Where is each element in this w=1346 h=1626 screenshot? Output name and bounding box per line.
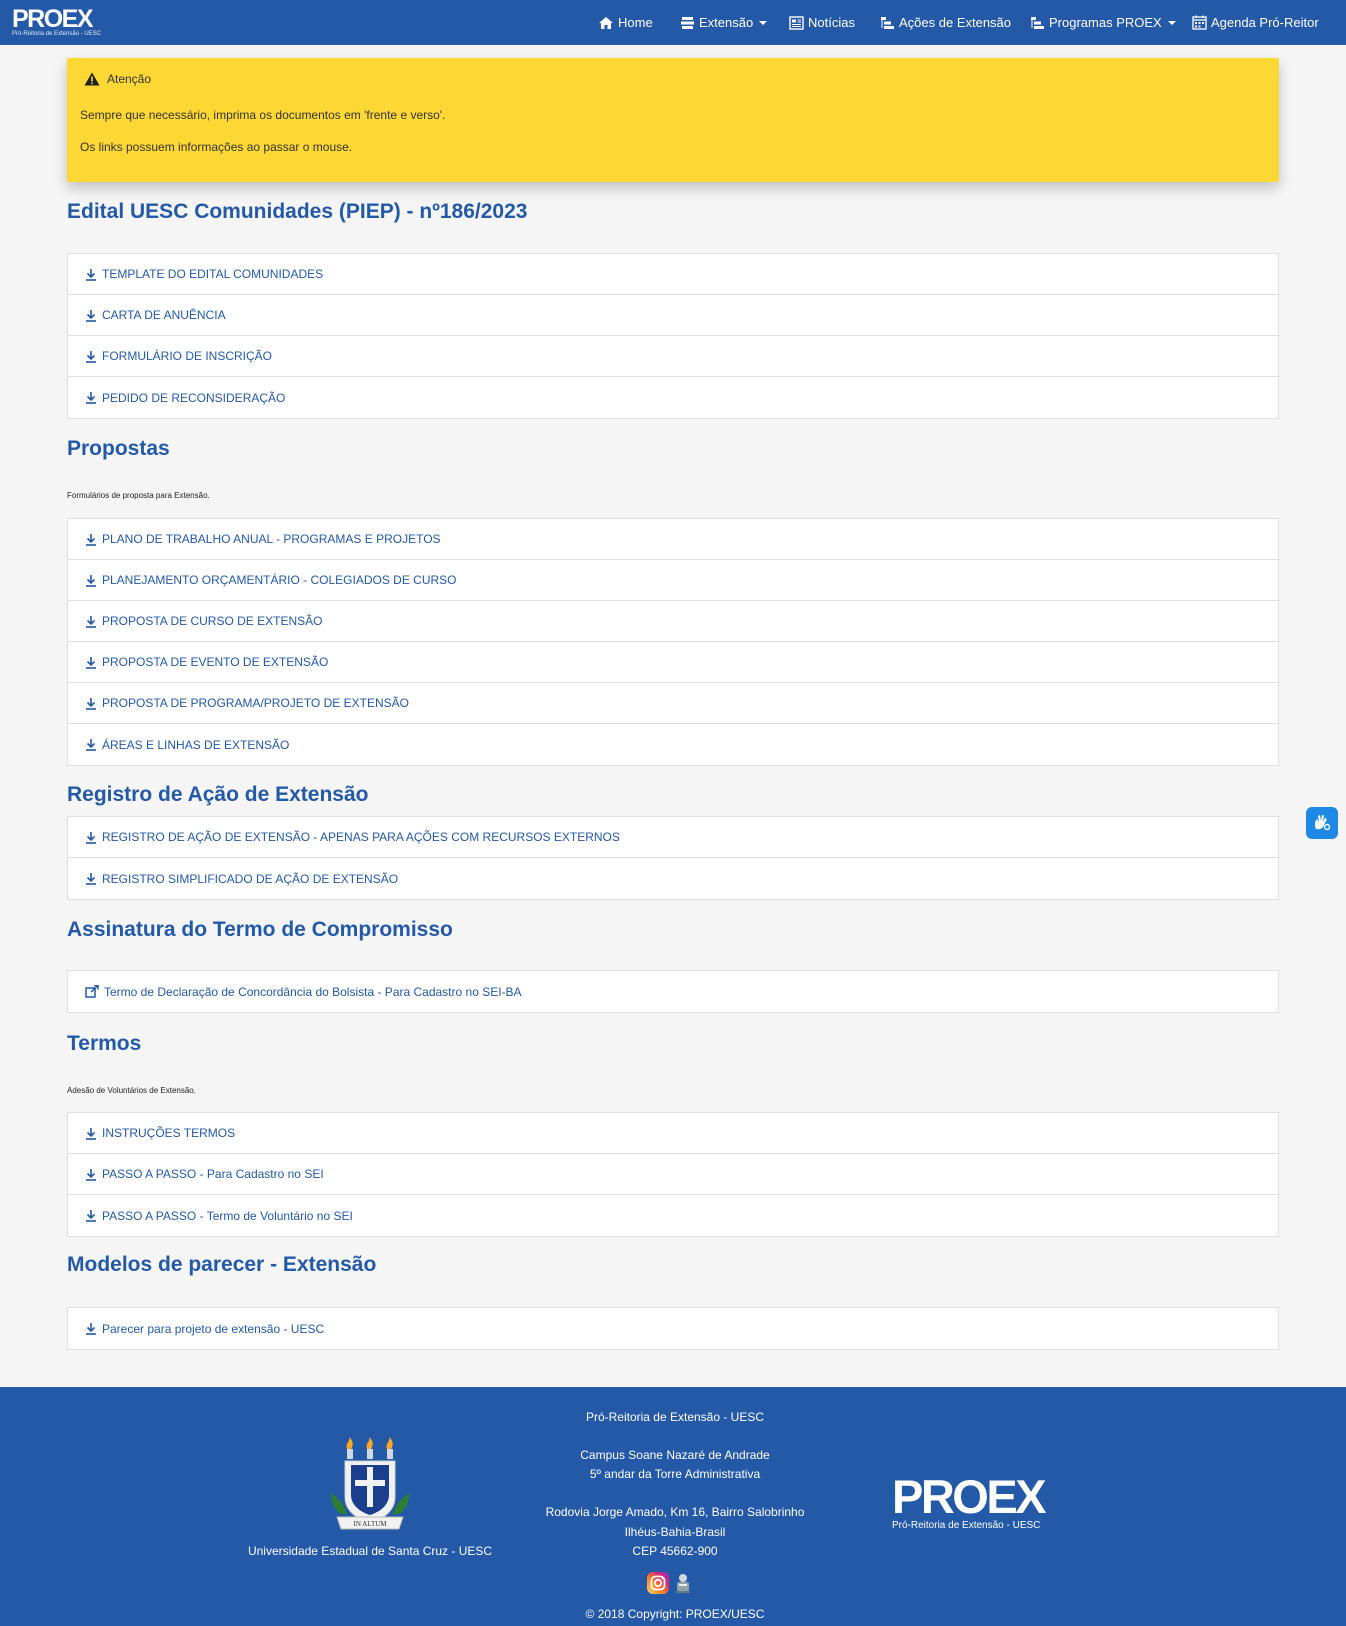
- footer-copyright: © 2018 Copyright: PROEX/UESC: [585, 1607, 765, 1621]
- footer-city: Ilhéus-Bahia-Brasil: [624, 1525, 726, 1539]
- download-link-label: FORMULÁRIO DE INSCRIÇÃO: [102, 349, 273, 363]
- section-title-edital: Edital UESC Comunidades (PIEP) - nº186/2023: [67, 200, 528, 223]
- download-icon: [85, 350, 97, 363]
- sitemap-icon: [1030, 16, 1045, 30]
- download-link[interactable]: [68, 1154, 1278, 1195]
- university-name: Universidade Estadual de Santa Cruz - UESC: [247, 1544, 493, 1558]
- download-link[interactable]: [68, 295, 1278, 336]
- download-link[interactable]: [68, 601, 1278, 642]
- nav-noticias[interactable]: [789, 0, 855, 45]
- download-link-label: REGISTRO SIMPLIFICADO DE AÇÃO DE EXTENSÃO: [102, 871, 399, 886]
- sign-language-hands-icon: [1312, 813, 1332, 833]
- crest-motto: IN ALTUM: [353, 1520, 387, 1528]
- alert-title-text: Atenção: [107, 72, 152, 86]
- download-link[interactable]: [68, 336, 1278, 377]
- download-icon: [85, 656, 97, 669]
- brand-name: PROEX: [12, 5, 93, 33]
- download-link[interactable]: [68, 817, 1278, 858]
- download-link-label: PLANEJAMENTO ORÇAMENTÁRIO - COLEGIADOS DE CURSO: [102, 573, 457, 587]
- proex-footer-logo: [892, 1470, 1062, 1533]
- warning-icon: [84, 72, 100, 86]
- brand-subtitle: Pró-Reitoria de Extensão - UESC: [12, 31, 102, 37]
- download-link-label: Parecer para projeto de extensão - UESC: [102, 1321, 325, 1336]
- sitemap-icon: [880, 16, 895, 30]
- uesc-crest-logo: [325, 1435, 415, 1533]
- list-termos: [67, 1112, 1279, 1237]
- download-link-label: PLANO DE TRABALHO ANUAL - PROGRAMAS E PROJETOS: [102, 532, 441, 546]
- uesc-mascot-icon[interactable]: [673, 1572, 693, 1599]
- newspaper-icon: [789, 16, 804, 30]
- footer-floor: 5º andar da Torre Administrativa: [589, 1467, 761, 1481]
- book-stack-icon: [680, 16, 695, 30]
- alert-title: [84, 72, 151, 86]
- attention-alert: [67, 58, 1279, 182]
- external-link-icon: [85, 985, 99, 998]
- footer-address: Rodovia Jorge Amado, Km 16, Bairro Salobrinho: [545, 1505, 805, 1519]
- section-title-propostas: Propostas: [67, 437, 170, 460]
- download-link-label: PEDIDO DE RECONSIDERAÇÃO: [102, 390, 286, 405]
- download-link-label: PROPOSTA DE PROGRAMA/PROJETO DE EXTENSÃO: [102, 696, 409, 710]
- sign-language-accessibility-button[interactable]: [1306, 807, 1338, 839]
- nav-home[interactable]: [598, 0, 653, 45]
- nav-programas-proex[interactable]: [1030, 0, 1176, 45]
- download-icon: [85, 533, 97, 546]
- download-icon: [85, 615, 97, 628]
- list-propostas: [67, 518, 1279, 766]
- brand-logo[interactable]: [12, 5, 102, 39]
- download-link-label: INSTRUÇÕES TERMOS: [102, 1126, 236, 1140]
- download-icon: [85, 574, 97, 587]
- proex-footer-logo-subtitle: Pró-Reitoria de Extensão - UESC: [892, 1520, 1041, 1531]
- section-desc-propostas: Formulários de proposta para Extensão.: [67, 491, 210, 500]
- download-link[interactable]: [68, 1308, 1278, 1349]
- proex-footer-logo-word: PROEX: [892, 1470, 1045, 1523]
- footer-campus: Campus Soane Nazaré de Andrade: [580, 1448, 770, 1462]
- calendar-icon: [1192, 15, 1207, 30]
- nav-extensao-label: Extensão: [699, 15, 754, 30]
- download-link[interactable]: [68, 1195, 1278, 1236]
- nav-agenda-pro-reitor[interactable]: [1192, 0, 1319, 45]
- download-link[interactable]: [68, 642, 1278, 683]
- footer-postal-code: CEP 45662-900: [632, 1544, 718, 1558]
- download-link-label: ÁREAS E LINHAS DE EXTENSÃO: [102, 737, 290, 752]
- instagram-icon[interactable]: [647, 1572, 669, 1599]
- download-icon: [85, 831, 97, 844]
- section-title-assinatura: Assinatura do Termo de Compromisso: [67, 918, 453, 941]
- download-link-label: PROPOSTA DE CURSO DE EXTENSÃO: [102, 614, 323, 628]
- nav-acoes-extensao-label: Ações de Extensão: [899, 15, 1012, 30]
- home-icon: [598, 16, 614, 30]
- list-modelos-parecer: [67, 1307, 1279, 1350]
- download-link[interactable]: [68, 519, 1278, 560]
- download-link[interactable]: [68, 1113, 1278, 1154]
- list-edital: [67, 253, 1279, 419]
- list-registro: [67, 816, 1279, 900]
- download-link-label: PASSO A PASSO - Para Cadastro no SEI: [102, 1167, 324, 1181]
- download-icon: [85, 1209, 97, 1222]
- external-link[interactable]: [68, 971, 1278, 1012]
- download-link[interactable]: [68, 683, 1278, 724]
- download-icon: [85, 1127, 97, 1140]
- list-assinatura: [67, 970, 1279, 1013]
- chevron-down-icon: [759, 21, 767, 25]
- nav-noticias-label: Notícias: [808, 15, 855, 30]
- download-link[interactable]: [68, 560, 1278, 601]
- external-link-label: Termo de Declaração de Concordância do Bolsista - Para Cadastro no SEI-BA: [104, 984, 522, 999]
- nav-acoes-extensao[interactable]: [880, 0, 1011, 45]
- top-navbar: [0, 0, 1346, 45]
- nav-programas-proex-label: Programas PROEX: [1049, 15, 1162, 30]
- download-icon: [85, 391, 97, 404]
- download-icon: [85, 738, 97, 751]
- alert-line-print: Sempre que necessário, imprima os documentos em 'frente e verso'.: [80, 108, 446, 122]
- download-link-label: TEMPLATE DO EDITAL COMUNIDADES: [102, 267, 324, 281]
- footer-org-name: Pró-Reitoria de Extensão - UESC: [585, 1410, 765, 1424]
- download-link-label: CARTA DE ANUÊNCIA: [102, 308, 226, 322]
- section-title-termos: Termos: [67, 1032, 142, 1055]
- download-link-label: PASSO A PASSO - Termo de Voluntário no SEI: [102, 1208, 353, 1223]
- download-icon: [85, 309, 97, 322]
- download-link[interactable]: [68, 858, 1278, 899]
- download-icon: [85, 268, 97, 281]
- download-icon: [85, 697, 97, 710]
- nav-home-label: Home: [618, 15, 653, 30]
- download-icon: [85, 872, 97, 885]
- nav-agenda-pro-reitor-label: Agenda Pró-Reitor: [1211, 15, 1319, 30]
- download-link[interactable]: [68, 377, 1278, 418]
- download-link-label: REGISTRO DE AÇÃO DE EXTENSÃO - APENAS PARA AÇÕES COM RECURSOS EXTERNOS: [102, 830, 620, 844]
- download-link[interactable]: [68, 724, 1278, 765]
- chevron-down-icon: [1168, 21, 1176, 25]
- download-link-label: PROPOSTA DE EVENTO DE EXTENSÃO: [102, 655, 329, 669]
- nav-extensao[interactable]: [680, 0, 767, 45]
- section-title-registro: Registro de Ação de Extensão: [67, 783, 369, 806]
- page-footer: [0, 1387, 1346, 1626]
- download-icon: [85, 1322, 97, 1335]
- section-desc-termos: Adesão de Voluntários de Extensão.: [67, 1086, 196, 1095]
- alert-line-links: Os links possuem informações ao passar o mouse.: [80, 140, 353, 154]
- download-link[interactable]: [68, 254, 1278, 295]
- section-title-modelos-parecer: Modelos de parecer - Extensão: [67, 1253, 377, 1276]
- social-links: [647, 1572, 697, 1599]
- download-icon: [85, 1168, 97, 1181]
